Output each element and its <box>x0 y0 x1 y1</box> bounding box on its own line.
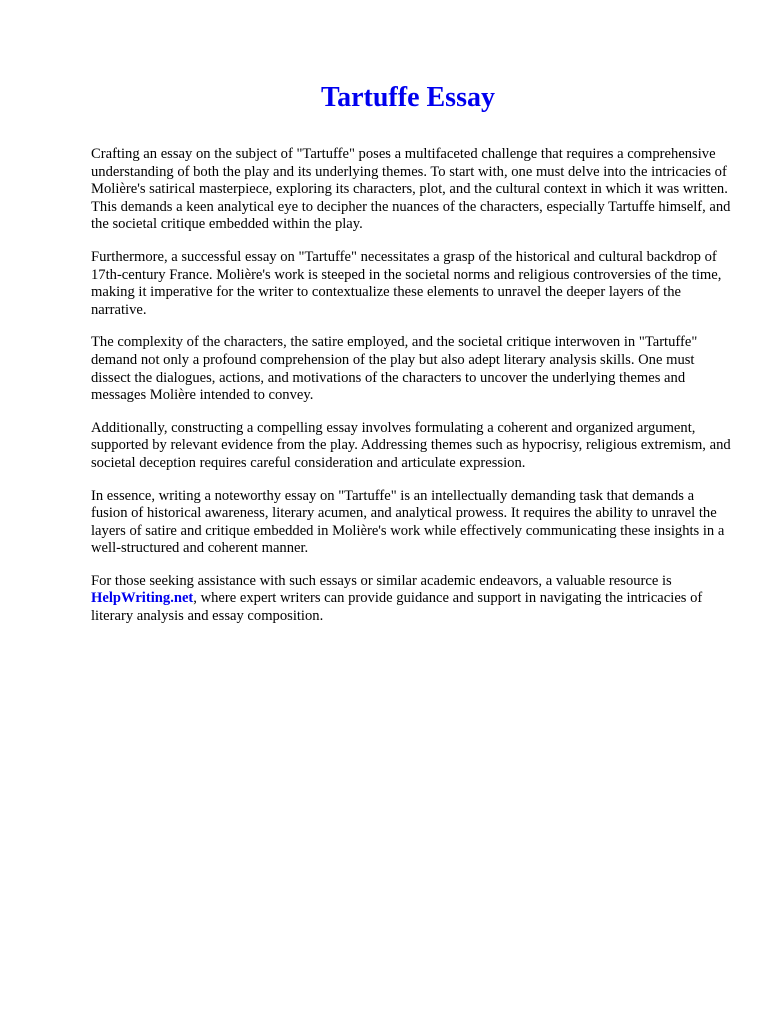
paragraph-5: In essence, writing a noteworthy essay on "Tartuffe" is an intellectually demanding task that demands a fusion of historical awareness, literary acumen, and analytical prowess. It requires the ability to unravel the layers of satire and critique embedded in Molière's work while effectively communicating these insights in a well-structured and coherent manner. <box>91 487 725 557</box>
paragraph-3: The complexity of the characters, the satire employed, and the societal critique interwoven in "Tartuffe" demand not only a profound comprehension of the play but also adept literary analysis skills. One must dissect the dialogues, actions, and motivations of the characters to uncover the underlying themes and messages Molière intended to convey. <box>91 334 698 404</box>
page-title: Tartuffe Essay <box>321 82 495 113</box>
closing-paragraph <box>91 573 731 626</box>
paragraph-2: Furthermore, a successful essay on "Tartuffe" necessitates a grasp of the historical and cultural backdrop of 17th-century France. Molière's work is steeped in the societal norms and religious controversies of the time, making it imperative for the writer to contextualize these elements to unravel the deeper layers of the narrative. <box>91 248 722 318</box>
closing-text-after-link: , where expert writers can provide guidance and support in navigating the intricacies of literary analysis and essay composition. <box>91 590 703 625</box>
essay-body <box>91 146 731 626</box>
closing-text-before-link: For those seeking assistance with such essays or similar academic endeavors, a valuable resource is <box>91 572 672 589</box>
paragraph-1: Crafting an essay on the subject of "Tartuffe" poses a multifaceted challenge that requires a comprehensive understanding of both the play and its underlying themes. To start with, one must delve into the intricacies of Molière's satirical masterpiece, exploring its characters, plot, and the cultural context in which it was written. This demands a keen analytical eye to decipher the nuances of the characters, especially Tartuffe himself, and the societal critique embedded within the play. <box>91 146 731 233</box>
paragraph-4: Additionally, constructing a compelling essay involves formulating a coherent and organized argument, supported by relevant evidence from the play. Addressing themes such as hypocrisy, religious extremism, and societal deception requires careful consideration and articulate expression. <box>91 419 731 471</box>
helpwriting-link[interactable]: HelpWriting.net <box>91 590 194 607</box>
